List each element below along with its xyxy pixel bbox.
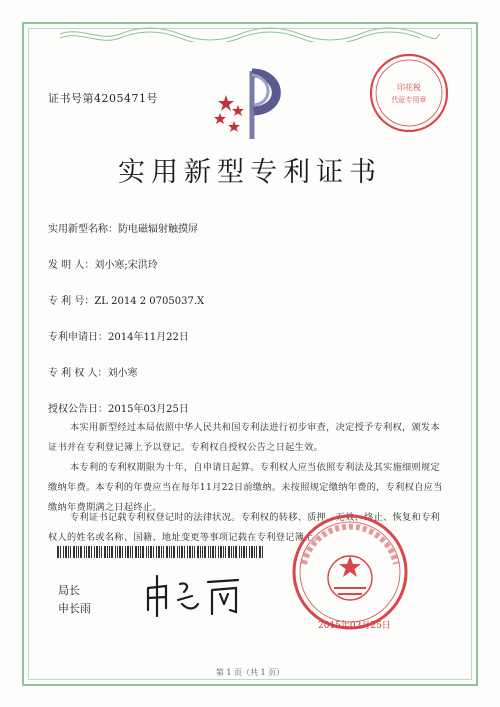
svg-text:代征专用章: 代征专用章: [391, 96, 427, 104]
certificate-number: 证书号第4205471号: [48, 92, 158, 105]
handwritten-signature: [140, 570, 250, 620]
barcode: [57, 546, 263, 558]
top-ornament: [60, 26, 440, 42]
director-name: 申长雨: [58, 602, 91, 615]
svg-text:印花税: 印花税: [397, 83, 421, 92]
field-grant-date: 授权公告日：2015年03月25日: [48, 404, 189, 415]
page-footer: 第 1 页（共 1 页）: [215, 668, 285, 677]
field-patentee: 专 利 权 人：刘小寒: [48, 368, 138, 379]
paragraph-1: 本实用新型经过本局依照中华人民共和国专利法进行初步审查，决定授予专利权，颁发本证书并在专利登记簿上予以登记。专利权自授权公告之日起生效。: [48, 422, 441, 453]
director-title: 局长: [58, 584, 80, 597]
patent-office-logo: [212, 65, 292, 145]
top-seal: [368, 52, 450, 134]
paragraph-3: 专利证书记载专利权登记时的法律状况。专利权的转移、质押、无效、终止、恢复和专利权人的姓名或名称、国籍、地址变更等事项记载在专利登记簿上。: [48, 512, 441, 543]
national-seal: [290, 512, 410, 632]
paragraph-2: 本专利的专利权期限为十年，自申请日起算。专利权人应当依照专利法及其实施细则规定缴纳年费。本专利的年费应当在每年11月22日前缴纳。未按照规定缴纳年费的，专利权自应当缴纳年费期满之日起终止。: [48, 462, 443, 513]
field-patent-number: 专 利 号：ZL 2014 2 0705037.X: [48, 296, 205, 307]
field-utility-model-name: 实用新型名称：防电磁辐射触摸屏: [48, 224, 198, 235]
seal-date: 2015年03月25日: [318, 621, 391, 631]
document-title: 实用新型专利证书: [118, 157, 382, 188]
field-inventor: 发 明 人：刘小寒;宋洪玲: [48, 260, 158, 271]
field-application-date: 专利申请日：2014年11月22日: [48, 332, 189, 343]
